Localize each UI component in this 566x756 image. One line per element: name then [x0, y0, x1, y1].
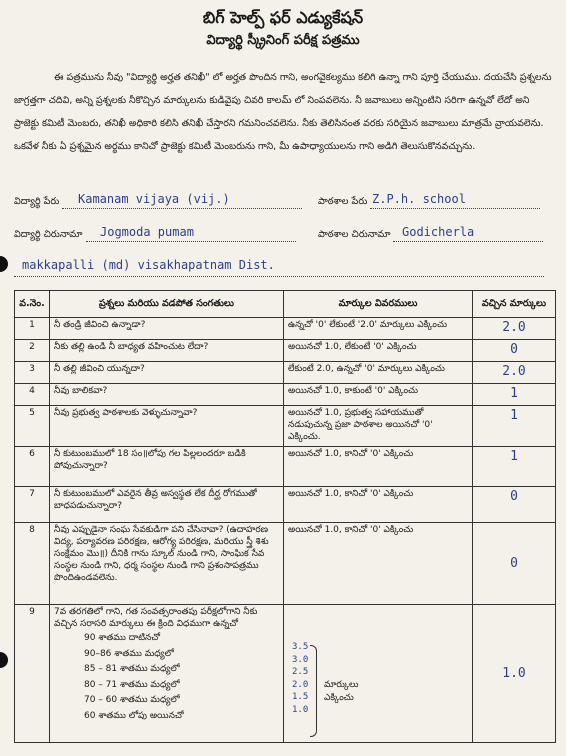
table-row [15, 523, 556, 605]
table-row [15, 605, 556, 743]
header-marks-obtained: వచ్చిన మార్కులు [473, 291, 556, 318]
row-number: 8 [15, 523, 50, 605]
grade-band: 80 – 71 శాతము మధ్యలో [84, 679, 180, 690]
row-number: 5 [15, 406, 50, 447]
form-subtitle: విద్యార్థి స్క్రీనింగ్ పరీక్ష పత్రము [206, 33, 360, 48]
grade-band: 90 శాతము దాటినచో [84, 633, 161, 643]
punch-hole [0, 652, 8, 668]
header-serial: వ.నెం. [15, 291, 50, 318]
table-row [15, 447, 556, 487]
row-question: నీ కుటుంబములో 18 సం॥లోపు గల పిల్లలందరూ బడికి పోవుచున్నారా? [50, 447, 284, 487]
row-marks-rule: అయినచో 1.0, ప్రభుత్వ సహాయముతో నడుపుచున్న ప్రజా పాఠశాల అయినచో '0' ఎక్కించు. [284, 406, 473, 447]
student-address-value: Jogmoda pumam [100, 225, 194, 239]
row-marks-rule: అయినచో 1.0, కానిచో '0' ఎక్కించు [284, 447, 473, 487]
grade-mark: 3.0 [292, 654, 309, 665]
school-name-value: Z.P.h. school [372, 192, 466, 206]
row-marks-rule: ఉన్నచో '0' లేకుంటే '2.0' మార్కులు ఎక్కించు [284, 318, 473, 340]
table-row [15, 318, 556, 340]
row-question: నీ తండ్రి జీవించి ఉన్నాడా? [50, 318, 284, 340]
grade-band: 85 – 81 శాతము మధ్యలో [84, 664, 180, 674]
grade-mark: 1.0 [292, 704, 309, 715]
table-row [15, 406, 556, 447]
grade-mark: 3.5 [292, 642, 309, 652]
row-marks-rule: అయినచో 1.0, లేకుంటే '0' ఎక్కించు [284, 340, 473, 362]
row-score[interactable]: 2.0 [473, 362, 556, 384]
table-row [15, 340, 556, 362]
address-line2-value: makkapalli (md) visakhapatnam Dist. [22, 258, 275, 272]
school-address-label: పాఠశాల చిరునామా [318, 229, 391, 240]
grade-bands-list [54, 631, 279, 724]
row-question: నీకు తల్లి ఉండి నీ బాధ్యత వహించుట లేదా? [50, 340, 284, 362]
row-number: 2 [15, 340, 50, 362]
table-header-row [15, 291, 556, 318]
row-question: నీ కుటుంబములో ఎవరైన తీవ్ర అస్వస్థత లేక దీర్ఘ రోగముతో బాధపడుచున్నారా? [50, 487, 284, 523]
table-row [15, 362, 556, 384]
row-question: నీ తల్లి జీవించి యున్నదా? [50, 362, 284, 384]
row-marks-rule: అయినచో 1.0, కాకుంటే '0' ఎక్కించు [284, 384, 473, 406]
row-number: 9 [15, 605, 50, 743]
row-score[interactable]: 1 [473, 384, 556, 406]
student-address-label: విద్యార్థి చిరునామా [14, 229, 83, 240]
row-score[interactable]: 0 [473, 487, 556, 523]
intro-paragraph: ఈ పత్రమును నీవు "విద్యార్థి అర్హత తనిఖీ" లో అర్హత పొందిన గాని, అంగవైకల్యము కలిగి ఉన్నా గాని పూర్తి చేయుము. దయచేసి ప్రశ్నలను జాగ్రత్తగా చదివి, అన్ని ప్రశ్నలకు నీకొచ్చిన మార్కులను కుడివైపు చివరి కాలమ్ లో నింపవలెను. నీ జవాబులు అన్నింటిని సరిగా ఉన్నవో లేదో అని ప్రాజెక్టు కమిటీ మెంబరు, తనిఖీ అధికారి కలిసి తనిఖీ చేస్తారని గమనించవలెను. నీకు తెలిసినంత వరకు సరియైన జవాబులు మాత్రమే వ్రాయవలెను. ఒకవేళ నీకు ఏ ప్రశ్నమైన అర్థము కానిచో ప్రాజెక్టు కమిటీ మెంబరును గాని, మీ ఉపాధ్యాయులను గాని అడిగి తెలుసుకొనవచ్చును. [14, 72, 552, 152]
row-score[interactable]: 1 [473, 447, 556, 487]
punch-hole [0, 256, 8, 272]
row-score[interactable]: 1.0 [473, 605, 556, 743]
grade-band: 70 – 60 శాతము మధ్యలో [84, 695, 180, 705]
row-question: నీవు ప్రభుత్వ పాఠశాలకు వెళ్ళుచున్నావా? [50, 406, 284, 447]
row-score[interactable]: 0 [473, 340, 556, 362]
row-marks-rule: అయినచో 1.0, కానిచో '0' ఎక్కించు [284, 487, 473, 523]
student-name-label: విద్యార్థి పేరు [14, 196, 60, 207]
grade-marks-label: మార్కులు ఎక్కించు [324, 680, 359, 703]
grade-mark: 1.5 [292, 692, 309, 702]
row-score[interactable]: 1 [473, 406, 556, 447]
curly-brace-icon [310, 645, 317, 737]
school-address-value: Godicherla [402, 225, 475, 239]
row-number: 3 [15, 362, 50, 384]
form-title: బిగ్ హెల్ప్ ఫర్ ఎడ్యుకేషన్ [202, 8, 364, 27]
row-question [50, 605, 284, 743]
header-questions: ప్రశ్నలు మరియు వడపోత సంగతులు [50, 291, 284, 318]
grade-question-text: 7వ తరగతిలో గాని, గత సంవత్సరాంతపు పరీక్షలోగాని నీకు వచ్చిన సరాసరి మార్కులు ఈ క్రింది విధముగా ఉన్నచో [54, 607, 258, 629]
student-name-value: Kamanam vijaya (vij.) [78, 192, 230, 206]
row-number: 1 [15, 318, 50, 340]
grade-marks-list [292, 641, 308, 716]
grade-marks-block [288, 607, 468, 737]
header-marks-details: మార్కుల వివరములు [284, 291, 473, 318]
row-marks-rule: అయినచో 1.0, కానిచో '0' ఎక్కించు [284, 523, 473, 605]
row-marks-rule [284, 605, 473, 743]
grade-band: 60 శాతము లోపు అయినచో [84, 710, 184, 721]
table-row [15, 487, 556, 523]
questions-table [14, 290, 556, 743]
grade-mark: 2.5 [292, 667, 309, 677]
row-question: నీవు ఎప్పుడైనా సంఘ సేవకుడిగా పని చేసినావా? (ఉదాహరణ విద్య, పర్యావరణ పరిరక్షణ, ఆరోగ్య పరిరక్షణ, మరియు స్త్రీ శిశు సంక్షేమం మొ॥) దీనికి గాను స్కూల్ నుండి గాని, సాంఘిక సేవ సంస్థల నుండి గాని, ధర్మ సంస్థల నుండి గాని ప్రశంసాపత్రము పొందిఉండవలెను. [50, 523, 284, 605]
row-number: 4 [15, 384, 50, 406]
row-marks-rule: లేకుంటే 2.0, ఉన్నచో '0' మార్కులు ఎక్కించు [284, 362, 473, 384]
row-score[interactable]: 2.0 [473, 318, 556, 340]
row-question: నీవు బాలికవా? [50, 384, 284, 406]
table-row [15, 384, 556, 406]
school-name-label: పాఠశాల పేరు [318, 196, 368, 207]
row-number: 7 [15, 487, 50, 523]
grade-mark: 2.0 [292, 679, 309, 690]
row-score[interactable]: 0 [473, 523, 556, 605]
row-number: 6 [15, 447, 50, 487]
grade-band: 90–86 శాతము మధ్యలో [84, 648, 174, 659]
